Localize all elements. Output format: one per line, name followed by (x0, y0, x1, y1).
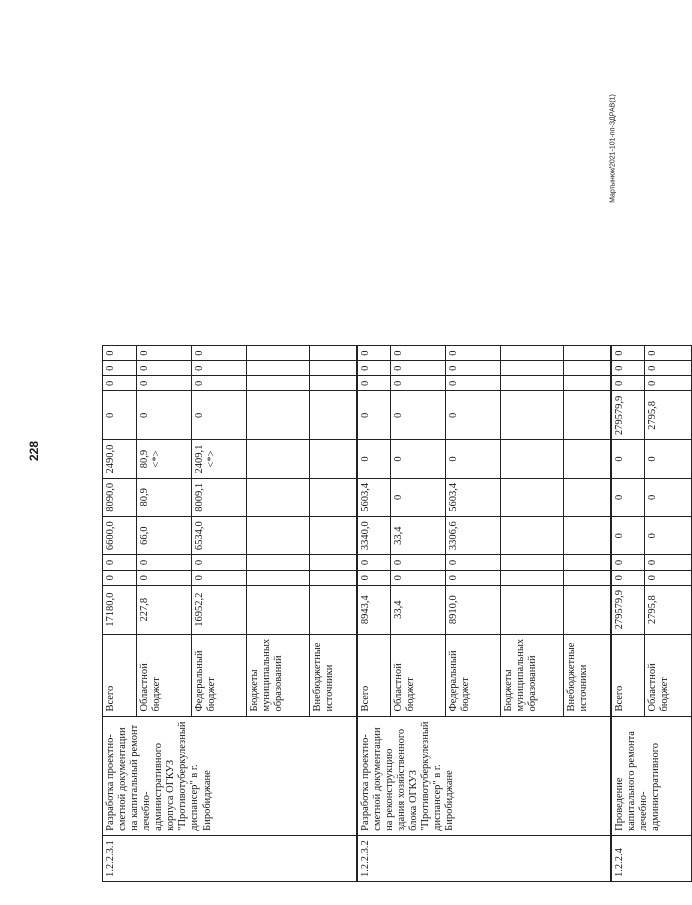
value-cell: 0 (645, 376, 692, 391)
value-cell: 5603,4 (357, 478, 391, 516)
table-row (103, 346, 137, 882)
value-cell: 17180,0 (103, 585, 137, 634)
value-cell (501, 555, 564, 570)
value-cell: 0 (137, 555, 192, 570)
item-code: 1.2.2.3.1 (103, 835, 357, 881)
value-cell (310, 555, 357, 570)
value-cell: 0 (645, 361, 692, 376)
value-cell: 33,4 (391, 585, 446, 634)
value-cell (247, 391, 310, 440)
value-cell (564, 440, 611, 478)
value-cell (564, 585, 611, 634)
value-cell (310, 585, 357, 634)
value-cell: 8910,0 (446, 585, 501, 634)
value-cell: 0 (645, 517, 692, 555)
value-cell: 0 (391, 555, 446, 570)
value-cell (501, 585, 564, 634)
value-cell: 0 (611, 376, 645, 391)
value-cell: 0 (192, 391, 247, 440)
value-cell: 6600,0 (103, 517, 137, 555)
value-cell: 0 (137, 346, 192, 361)
value-cell (310, 570, 357, 585)
funding-source: Внебюджетные источники (564, 634, 611, 716)
value-cell: 0 (611, 478, 645, 516)
value-cell (247, 376, 310, 391)
value-cell (501, 391, 564, 440)
value-cell (501, 440, 564, 478)
table-row (357, 346, 391, 882)
value-cell: 6534,0 (192, 517, 247, 555)
value-cell: 0 (446, 376, 501, 391)
value-cell: 0 (357, 346, 391, 361)
value-cell (247, 555, 310, 570)
value-cell: 80,9 (137, 478, 192, 516)
value-cell: 0 (645, 440, 692, 478)
value-cell: 0 (357, 391, 391, 440)
value-cell: 0 (103, 346, 137, 361)
value-cell: 0 (137, 361, 192, 376)
value-cell (310, 478, 357, 516)
value-cell (564, 361, 611, 376)
value-cell: 0 (611, 440, 645, 478)
value-cell: 0 (137, 570, 192, 585)
value-cell: 2490,0 (103, 440, 137, 478)
value-cell: 0 (103, 361, 137, 376)
value-cell: 80,9 <*> (137, 440, 192, 478)
value-cell: 0 (137, 376, 192, 391)
funding-source: Областной бюджет (137, 634, 192, 716)
value-cell (310, 440, 357, 478)
value-cell: 0 (446, 440, 501, 478)
value-cell: 0 (357, 376, 391, 391)
value-cell: 3340,0 (357, 517, 391, 555)
value-cell (310, 517, 357, 555)
value-cell: 0 (446, 391, 501, 440)
value-cell: 0 (391, 376, 446, 391)
value-cell: 0 (357, 570, 391, 585)
value-cell: 279579,9 (611, 391, 645, 440)
funding-source: Федеральный бюджет (446, 634, 501, 716)
footer-reference: Мартынюк/2021-101-пп-ЗДРАВ(1) (609, 94, 617, 203)
value-cell: 0 (446, 346, 501, 361)
funding-source: Федеральный бюджет (192, 634, 247, 716)
value-cell: 0 (611, 361, 645, 376)
funding-source: Бюджеты муниципальных образований (247, 634, 310, 716)
value-cell (247, 440, 310, 478)
value-cell: 0 (446, 570, 501, 585)
value-cell: 0 (357, 440, 391, 478)
value-cell (247, 517, 310, 555)
value-cell: 0 (103, 570, 137, 585)
value-cell: 8943,4 (357, 585, 391, 634)
value-cell: 0 (391, 346, 446, 361)
value-cell: 8009,1 (192, 478, 247, 516)
value-cell: 8090,0 (103, 478, 137, 516)
value-cell: 0 (137, 391, 192, 440)
value-cell: 0 (611, 346, 645, 361)
funding-source: Всего (357, 634, 391, 716)
value-cell: 0 (611, 517, 645, 555)
value-cell: 0 (391, 361, 446, 376)
value-cell: 0 (391, 478, 446, 516)
budget-table (102, 345, 692, 882)
funding-source: Областной бюджет (391, 634, 446, 716)
value-cell: 0 (192, 376, 247, 391)
funding-source: Бюджеты муниципальных образований (501, 634, 564, 716)
value-cell: 0 (391, 570, 446, 585)
value-cell: 227,8 (137, 585, 192, 634)
value-cell (247, 585, 310, 634)
value-cell (310, 376, 357, 391)
value-cell (501, 478, 564, 516)
value-cell: 0 (103, 376, 137, 391)
value-cell (564, 517, 611, 555)
value-cell: 0 (446, 555, 501, 570)
value-cell (501, 517, 564, 555)
value-cell: 0 (192, 361, 247, 376)
value-cell (310, 391, 357, 440)
value-cell: 33,4 (391, 517, 446, 555)
value-cell (247, 570, 310, 585)
value-cell: 0 (357, 555, 391, 570)
funding-source: Всего (103, 634, 137, 716)
value-cell: 0 (645, 346, 692, 361)
value-cell: 2409,1 <*> (192, 440, 247, 478)
value-cell: 0 (391, 391, 446, 440)
value-cell: 2795,8 (645, 391, 692, 440)
value-cell (564, 478, 611, 516)
value-cell: 0 (645, 478, 692, 516)
value-cell: 0 (391, 440, 446, 478)
table-row (611, 346, 645, 882)
value-cell: 0 (103, 391, 137, 440)
value-cell: 0 (357, 361, 391, 376)
value-cell: 0 (192, 555, 247, 570)
item-code: 1.2.2.3.2 (357, 835, 611, 881)
value-cell (564, 391, 611, 440)
value-cell (247, 478, 310, 516)
value-cell: 0 (192, 346, 247, 361)
value-cell (247, 346, 310, 361)
value-cell (247, 361, 310, 376)
value-cell: 0 (611, 570, 645, 585)
value-cell: 0 (645, 555, 692, 570)
item-name: Разработка проектно-сметной документации на реконструкцию здания хозяйственного блока ОГКУЗ "Противотуберкулезный диспансер" в г. Биробиджане (357, 716, 611, 835)
value-cell (501, 361, 564, 376)
value-cell (310, 361, 357, 376)
page-number: 228 (27, 440, 41, 462)
value-cell: 16952,2 (192, 585, 247, 634)
value-cell: 0 (611, 555, 645, 570)
value-cell: 66,0 (137, 517, 192, 555)
item-code: 1.2.2.4 (611, 835, 692, 881)
value-cell (564, 376, 611, 391)
value-cell: 0 (192, 570, 247, 585)
value-cell (564, 570, 611, 585)
value-cell: 2795,8 (645, 585, 692, 634)
value-cell (501, 376, 564, 391)
item-name: Проведение капитального ремонта лечебно-административного (611, 716, 692, 835)
value-cell: 279579,9 (611, 585, 645, 634)
value-cell (501, 346, 564, 361)
table-body (103, 346, 692, 882)
value-cell (501, 570, 564, 585)
funding-source: Всего (611, 634, 645, 716)
value-cell: 0 (103, 555, 137, 570)
value-cell: 0 (446, 361, 501, 376)
funding-source: Внебюджетные источники (310, 634, 357, 716)
value-cell (310, 346, 357, 361)
rotated-table-container (102, 345, 692, 882)
value-cell: 0 (645, 570, 692, 585)
funding-source: Областной бюджет (645, 634, 692, 716)
value-cell: 5603,4 (446, 478, 501, 516)
value-cell: 3306,6 (446, 517, 501, 555)
value-cell (564, 555, 611, 570)
value-cell (564, 346, 611, 361)
item-name: Разработка проектно-сметной документации на капитальный ремонт лечебно-административного корпуса ОГКУЗ "Противотуберкулезный диспансер" в г. Биробиджане (103, 716, 357, 835)
